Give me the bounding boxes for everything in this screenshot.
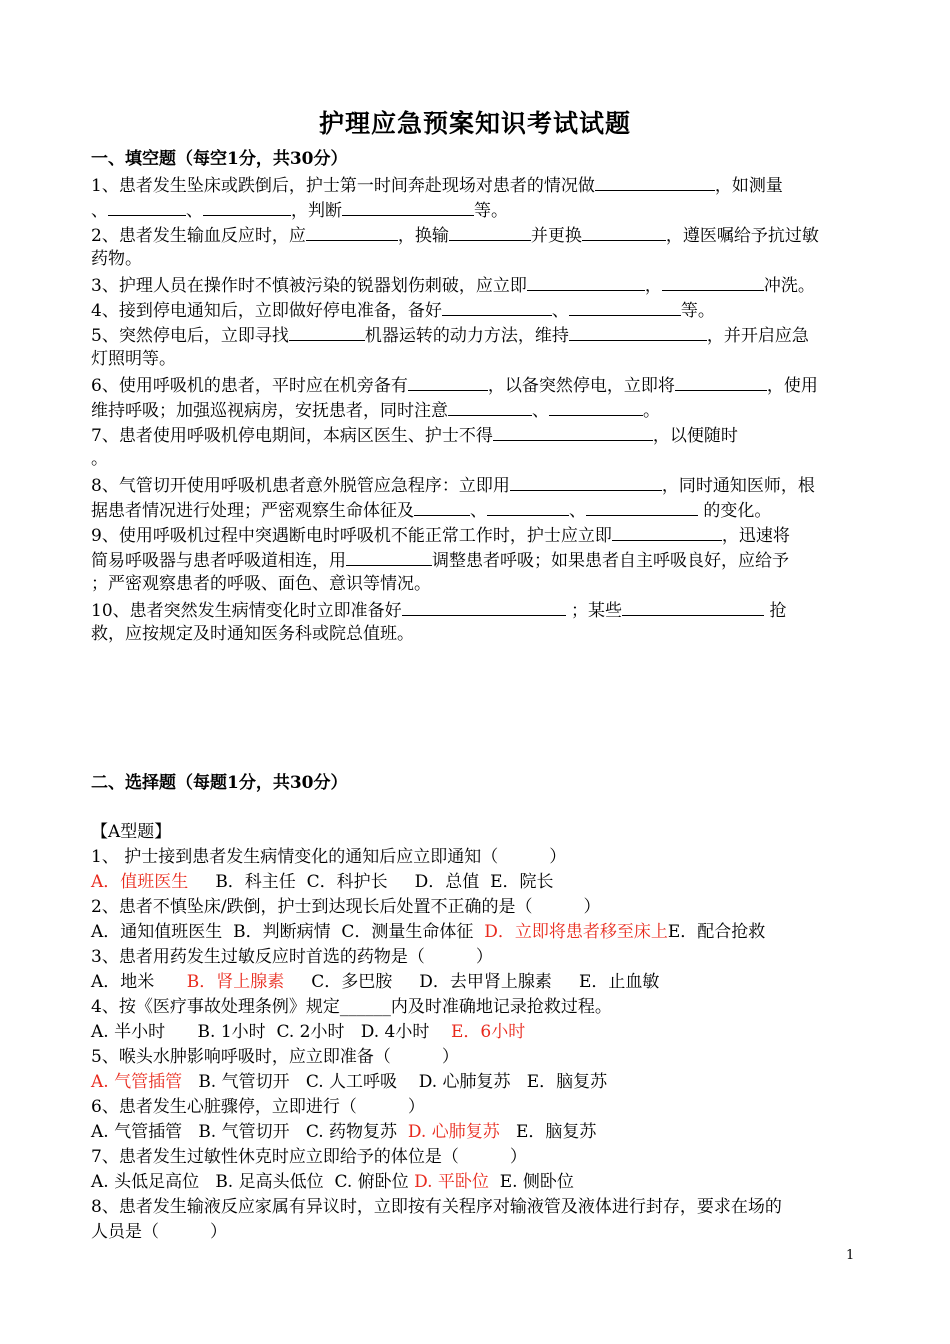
choice-question-8-line1: 8、患者发生输液反应家属有异议时，立即按有关程序对输液管及液体进行封存，要求在场的 (91, 1197, 782, 1217)
question-1-line2: 、 、 ，判断 等。 (91, 197, 861, 224)
question-8-line1: 8、气管切开使用呼吸机患者意外脱管应急程序：立即用 ，同时通知医师，根 (91, 472, 861, 499)
question-10-line2: 救，应按规定及时通知医务科或院总值班。 (91, 624, 414, 644)
choice-question-2: 2、患者不慎坠床/跌倒，护士到达现长后处置不正确的是（ ） (91, 897, 601, 917)
page-number: 1 (846, 1248, 855, 1263)
question-9-line1: 9、使用呼吸机过程中突遇断电时呼吸机不能正常工作时，护士应立即 ，迅速将 (91, 522, 861, 549)
choice-options-1: A．值班医生 B．科主任 C．科护长 D．总值 E．院长 (91, 872, 554, 892)
section2-heading: 二、选择题（每题1分，共30分） (91, 773, 348, 793)
choice-options-6: A. 气管插管 B. 气管切开 C. 药物复苏 D. 心肺复苏 E．脑复苏 (91, 1122, 597, 1142)
choice-question-5: 5、喉头水肿影响呼吸时，应立即准备（ ） (91, 1047, 459, 1067)
question-5-line2: 灯照明等。 (91, 349, 176, 369)
choice-options-4: A. 半小时 B. 1小时 C. 2小时 D. 4小时 E．6小时 (91, 1022, 526, 1042)
question-8-line2: 据患者情况进行处理；严密观察生命体征及 、 、 的变化。 (91, 497, 861, 524)
choice-question-4: 4、按《医疗事故处理条例》规定______内及时准确地记录抢救过程。 (91, 997, 612, 1017)
question-6-line1: 6、使用呼吸机的患者，平时应在机旁备有 ，以备突然停电，立即将 ，使用 (91, 372, 861, 399)
question-5-line1: 5、突然停电后，立即寻找 机器运转的动力方法，维持 ，并开启应急 (91, 322, 861, 349)
question-6-line2: 维持呼吸；加强巡视病房，安抚患者，同时注意 、 。 (91, 397, 861, 424)
choice-options-5: A. 气管插管 B. 气管切开 C. 人工呼吸 D. 心肺复苏 E．脑复苏 (91, 1072, 608, 1092)
question-type-label: 【A型题】 (91, 822, 172, 842)
question-2-line2: 药物。 (91, 249, 142, 269)
question-3: 3、护理人员在操作时不慎被污染的锐器划伤刺破，应立即 ， 冲洗。 (91, 272, 861, 299)
choice-question-1: 1、 护士接到患者发生病情变化的通知后应立即通知（ ） (91, 847, 567, 867)
section1-heading: 一、填空题（每空1分，共30分） (91, 149, 348, 169)
question-4: 4、接到停电通知后，立即做好停电准备，备好 、 等。 (91, 297, 861, 324)
choice-options-3: A．地米 B．肾上腺素 C．多巴胺 D．去甲肾上腺素 E．止血敏 (91, 972, 660, 992)
question-2-line1: 2、患者发生输血反应时，应 ，换输 并更换 ，遵医嘱给予抗过敏 (91, 222, 861, 249)
question-9-line3: ；严密观察患者的呼吸、面色、意识等情况。 (91, 574, 431, 594)
choice-question-3: 3、患者用药发生过敏反应时首选的药物是（ ） (91, 947, 493, 967)
question-7-line1: 7、患者使用呼吸机停电期间，本病区医生、护士不得 ，以便随时 (91, 422, 861, 449)
question-1-line1: 1、患者发生坠床或跌倒后，护士第一时间奔赴现场对患者的情况做 ，如测量 (91, 172, 861, 199)
question-7-line2: 。 (91, 449, 108, 469)
question-10-line1: 10、患者突然发生病情变化时立即准备好 ；某些 抢 (91, 597, 861, 624)
choice-question-7: 7、患者发生过敏性休克时应立即给予的体位是（ ） (91, 1147, 527, 1167)
choice-options-2: A．通知值班医生 B．判断病情 C．测量生命体征 D．立即将患者移至床上E．配合抢救 (91, 922, 766, 942)
choice-question-6: 6、患者发生心脏骤停，立即进行（ ） (91, 1097, 425, 1117)
choice-question-8-line2: 人员是（ ） (91, 1222, 227, 1242)
page-title: 护理应急预案知识考试试题 (318, 109, 631, 138)
choice-options-7: A. 头低足高位 B. 足高头低位 C. 俯卧位 D. 平卧位 E. 侧卧位 (91, 1172, 574, 1192)
question-9-line2: 简易呼吸器与患者呼吸道相连，用 调整患者呼吸；如果患者自主呼吸良好，应给予 (91, 547, 861, 574)
